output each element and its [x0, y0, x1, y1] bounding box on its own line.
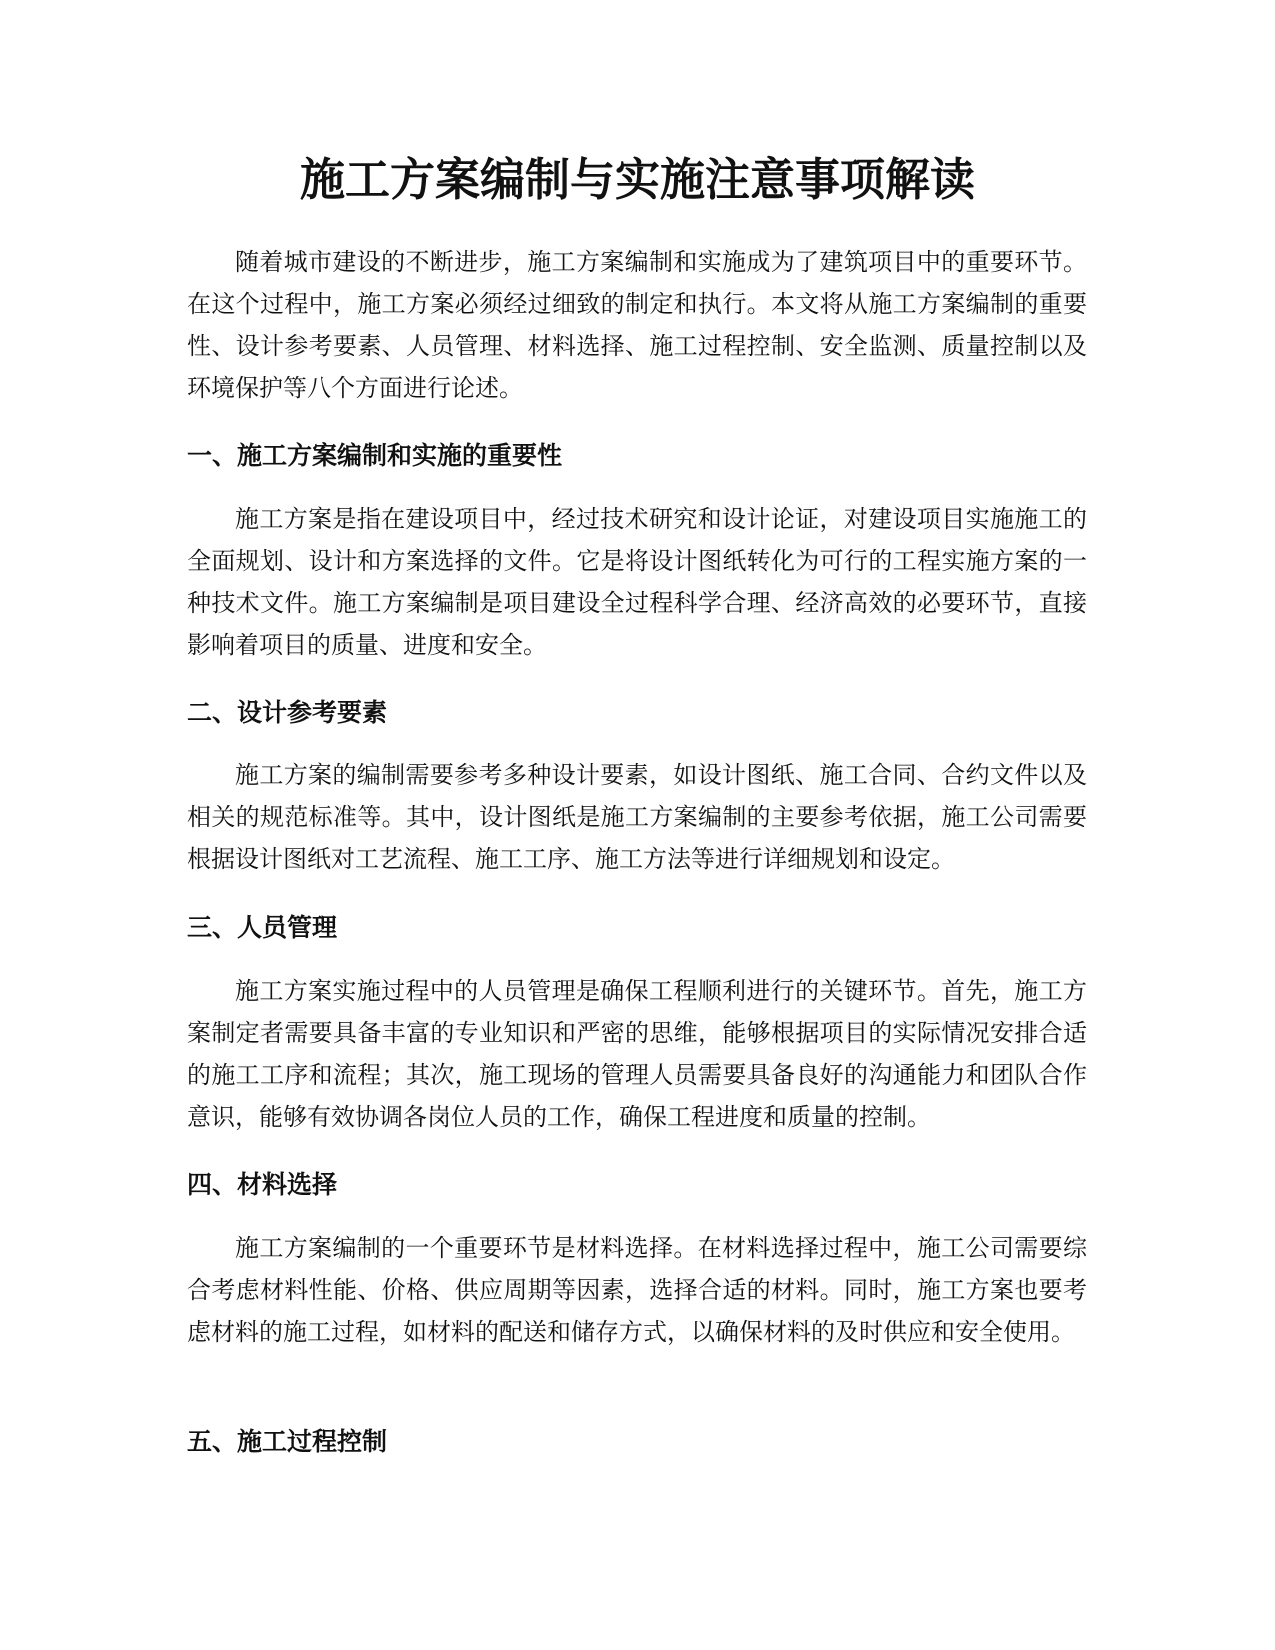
section-heading-design-factors: 二、设计参考要素: [187, 698, 388, 727]
section-heading-importance: 一、施工方案编制和实施的重要性: [187, 441, 563, 470]
section-body-personnel: 施工方案实施过程中的人员管理是确保工程顺利进行的关键环节。首先，施工方案制定者需要具备丰富的专业知识和严密的思维，能够根据项目的实际情况安排合适的施工工序和流程；其次，施工现场的管理人员需要具备良好的沟通能力和团队合作意识，能够有效协调各岗位人员的工作，确保工程进度和质量的控制。: [187, 977, 1087, 1131]
section-body-importance: 施工方案是指在建设项目中，经过技术研究和设计论证，对建设项目实施施工的全面规划、设计和方案选择的文件。它是将设计图纸转化为可行的工程实施方案的一种技术文件。施工方案编制是项目建设全过程科学合理、经济高效的必要环节，直接影响着项目的质量、进度和安全。: [187, 505, 1087, 659]
intro-paragraph: 随着城市建设的不断进步，施工方案编制和实施成为了建筑项目中的重要环节。在这个过程中，施工方案必须经过细致的制定和执行。本文将从施工方案编制的重要性、设计参考要素、人员管理、材料选择、施工过程控制、安全监测、质量控制以及环境保护等八个方面进行论述。: [187, 248, 1087, 402]
section-body-materials: 施工方案编制的一个重要环节是材料选择。在材料选择过程中，施工公司需要综合考虑材料性能、价格、供应周期等因素，选择合适的材料。同时，施工方案也要考虑材料的施工过程，如材料的配送和储存方式，以确保材料的及时供应和安全使用。: [187, 1234, 1087, 1346]
section-heading-personnel: 三、人员管理: [187, 913, 338, 942]
section-body-design-factors: 施工方案的编制需要参考多种设计要素，如设计图纸、施工合同、合约文件以及相关的规范标准等。其中，设计图纸是施工方案编制的主要参考依据，施工公司需要根据设计图纸对工艺流程、施工工序、施工方法等进行详细规划和设定。: [187, 761, 1087, 873]
section-heading-materials: 四、材料选择: [187, 1170, 338, 1199]
document-title: 施工方案编制与实施注意事项解读: [299, 153, 975, 206]
section-heading-process-control: 五、施工过程控制: [187, 1427, 388, 1456]
